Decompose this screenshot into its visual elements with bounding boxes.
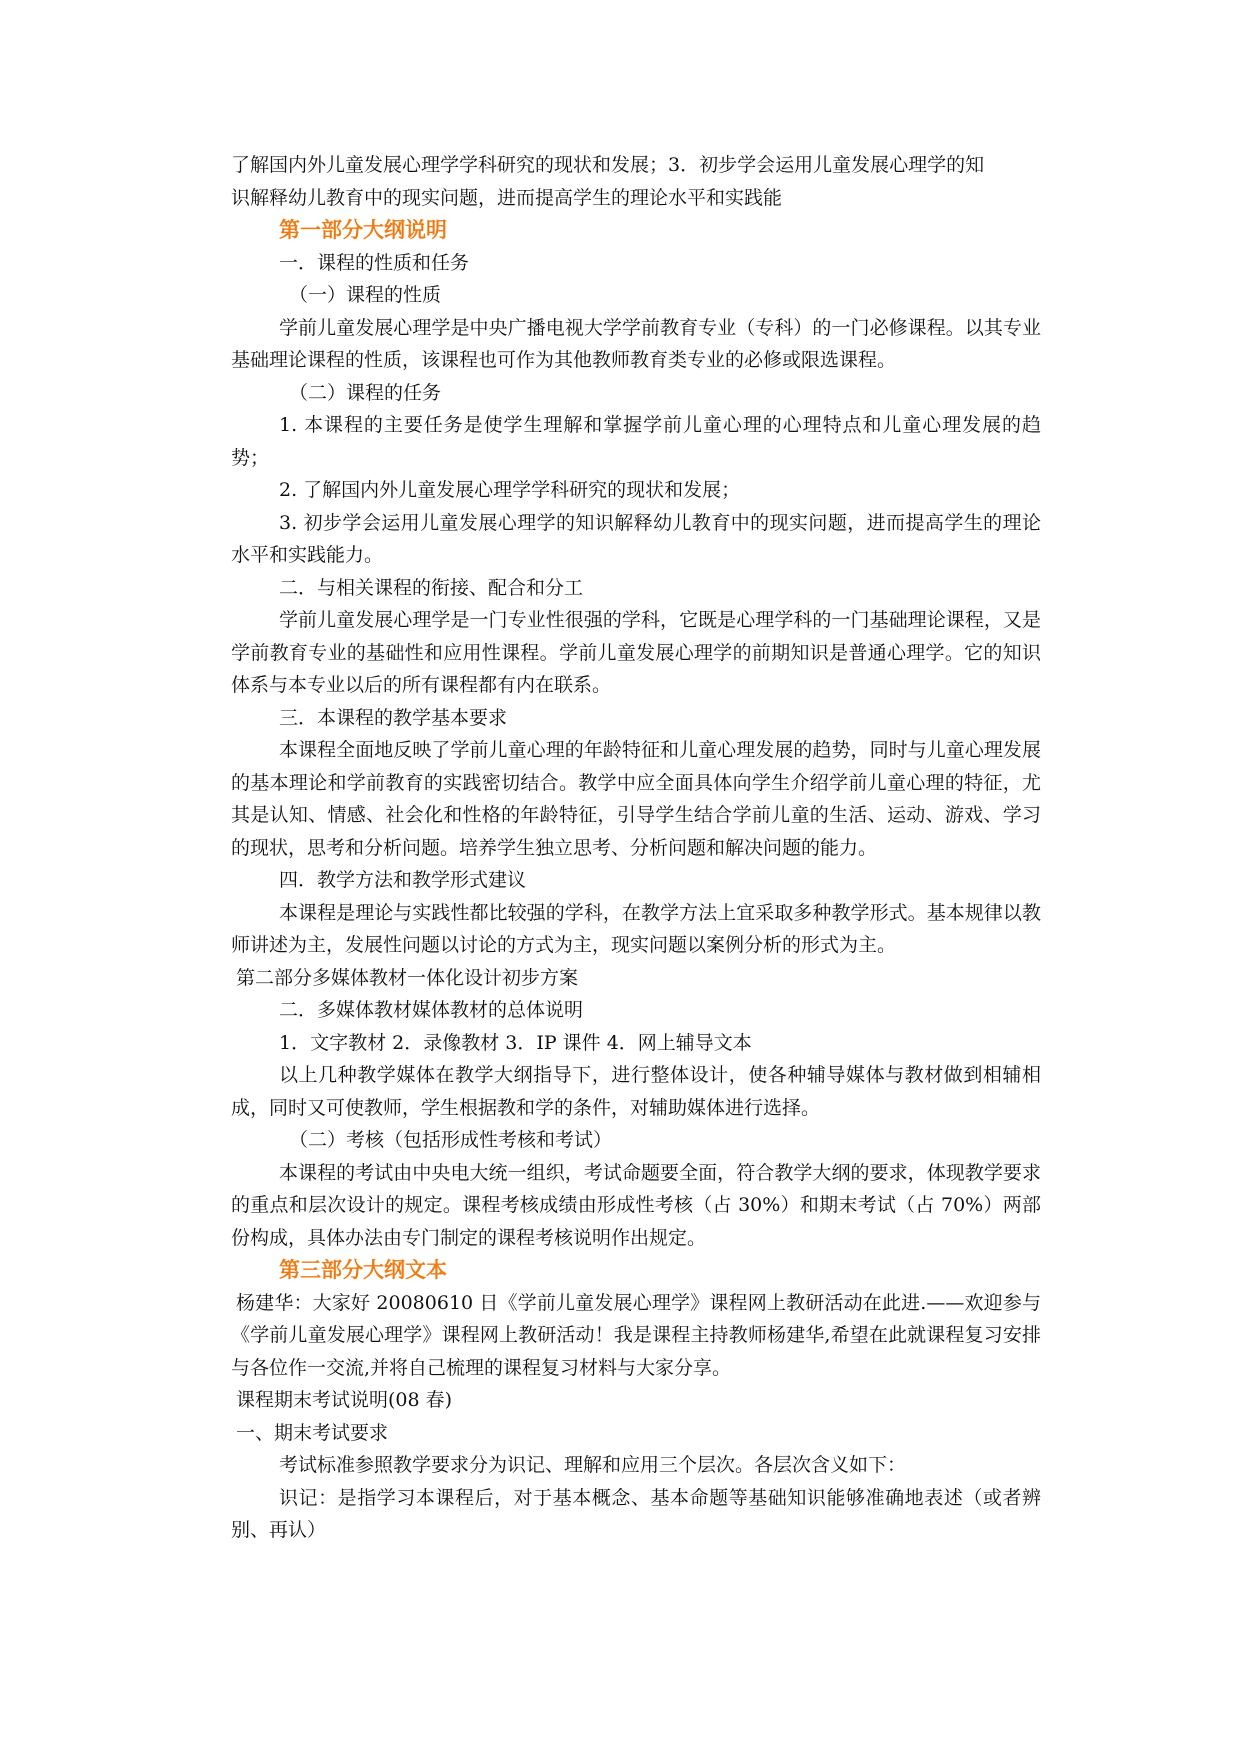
final-exam-definition: 识记：是指学习本课程后，对于基本概念、基本命题等基础知识能够准确地表述（或者辨别、再认） <box>231 1486 1041 1541</box>
section-2-body: 学前儿童发展心理学是一门专业性很强的学科，它既是心理学科的一门基础理论课程，又是学前教育专业的基础性和应用性课程。学前儿童发展心理学的前期知识是普通心理学。它的知识体系与本专业以后的所有课程都有内在联系。 <box>231 609 1041 696</box>
task-item-1: 1. 本课程的主要任务是使学生理解和掌握学前儿童心理的心理特点和儿童心理发展的趋势； <box>231 414 1041 469</box>
section-3-body: 本课程全面地反映了学前儿童心理的年龄特征和儿童心理发展的趋势，同时与儿童心理发展的基本理论和学前教育的实践密切结合。教学中应全面具体向学生介绍学前儿童心理的特征，尤其是认知、情感、社会化和性格的年龄特征，引导学生结合学前儿童的生活、运动、游戏、学习的现状，思考和分析问题。培养学生独立思考、分析问题和解决问题的能力。 <box>231 739 1041 859</box>
final-exam-section-1-body: 考试标准参照教学要求分为识记、理解和应用三个层次。各层次含义如下： <box>279 1454 907 1476</box>
exam-body: 本课程的考试由中央电大统一组织，考试命题要全面，符合教学大纲的要求，体现教学要求的重点和层次设计的规定。课程考核成绩由形成性考核（占 30%）和期末考试（占 70%）两部份构成，具体办法由专门制定的课程考核说明作出规定。 <box>231 1161 1041 1249</box>
part2-title: 第二部分多媒体教材一体化设计初步方案 <box>236 966 579 989</box>
section-1-title: 一．课程的性质和任务 <box>279 251 470 274</box>
section-4-title: 四．教学方法和教学形式建议 <box>279 869 527 891</box>
media-list: 1．文字教材 2．录像教材 3．IP 课件 4．网上辅导文本 <box>279 1031 752 1054</box>
final-exam-section-1: 一、期末考试要求 <box>236 1421 389 1444</box>
section-1-subtitle-nature: （一）课程的性质 <box>289 284 442 306</box>
task-item-2: 2. 了解国内外儿童发展心理学学科研究的现状和发展； <box>279 479 741 501</box>
intro-paragraph <box>231 149 1041 214</box>
section-3-title: 三．本课程的教学基本要求 <box>279 706 508 729</box>
section-1-nature-body: 学前儿童发展心理学是中央广播电视大学学前教育专业（专科）的一门必修课程。以其专业基础理论课程的性质，该课程也可作为其他教师教育类专业的必修或限选课程。 <box>231 316 1041 371</box>
greeting-paragraph: 杨建华：大家好 20080610 日《学前儿童发展心理学》课程网上教研活动在此进.——欢迎参与《学前儿童发展心理学》课程网上教研活动！我是课程主持教师杨建华,希望在此就课程复习安排与各位作一交流,并将自己梳理的课程复习材料与大家分享。 <box>231 1291 1041 1379</box>
task-item-3: 3. 初步学会运用儿童发展心理学的知识解释幼儿教育中的现实问题，进而提高学生的理论水平和实践能力。 <box>231 511 1041 566</box>
part3-heading: 第三部分大纲文本 <box>279 1258 447 1282</box>
intro-line-1: 了解国内外儿童发展心理学学科研究的现状和发展；3．初步学会运用儿童发展心理学的知 <box>231 154 985 176</box>
final-exam-title: 课程期末考试说明(08 春) <box>236 1389 453 1411</box>
section-1-subtitle-tasks: （二）课程的任务 <box>289 381 442 404</box>
media-body: 以上几种教学媒体在教学大纲指导下，进行整体设计，使各种辅导媒体与教材做到相辅相成，同时又可使教师，学生根据教和学的条件，对辅助媒体进行选择。 <box>231 1064 1041 1119</box>
part2-section-1-title: 二．多媒体教材媒体教材的总体说明 <box>279 999 584 1021</box>
intro-line-2: 识解释幼儿教育中的现实问题，进而提高学生的理论水平和实践能 <box>231 186 783 209</box>
document-page <box>231 149 1041 1547</box>
section-2-title: 二．与相关课程的衔接、配合和分工 <box>279 576 584 599</box>
exam-title: （二）考核（包括形成性考核和考试） <box>289 1129 613 1151</box>
part1-heading: 第一部分大纲说明 <box>279 218 447 242</box>
section-4-body: 本课程是理论与实践性都比较强的学科，在教学方法上宜采取多种教学形式。基本规律以教师讲述为主，发展性问题以讨论的方式为主，现实问题以案例分析的形式为主。 <box>231 901 1041 956</box>
